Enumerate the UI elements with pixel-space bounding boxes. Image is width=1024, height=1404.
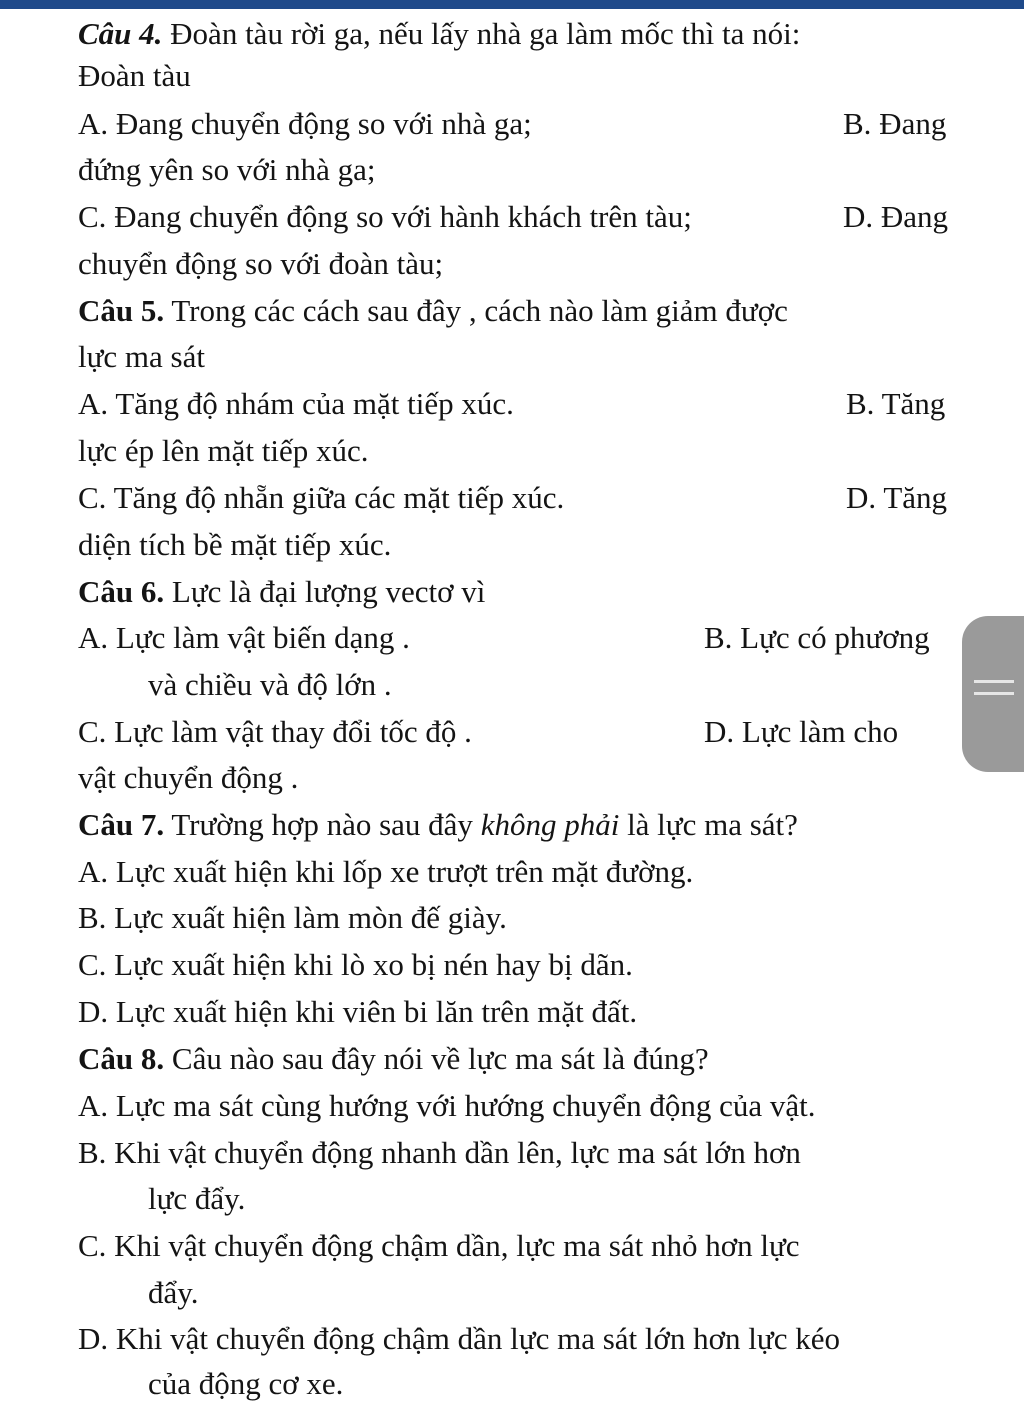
- question-8-option-c: C. Khi vật chuyển động chậm dần, lực ma sát nhỏ hơn lực: [78, 1228, 800, 1263]
- question-text-end: là lực ma sát?: [619, 807, 798, 842]
- question-4-option-d-cont: chuyển động so với đoàn tàu;: [78, 246, 444, 281]
- question-text: Trong các cách sau đây , cách nào làm giảm được: [164, 293, 788, 328]
- question-5-option-d-cont: diện tích bề mặt tiếp xúc.: [78, 527, 392, 562]
- question-8-option-d-cont: của động cơ xe.: [148, 1366, 344, 1401]
- question-4-option-a: A. Đang chuyển động so với nhà ga;: [78, 106, 532, 141]
- question-text: Lực là đại lượng vectơ vì: [164, 574, 486, 609]
- question-number: Câu 7.: [78, 807, 165, 842]
- question-8-option-a: A. Lực ma sát cùng hướng với hướng chuyển động của vật.: [78, 1088, 816, 1123]
- question-6-stem: [78, 572, 1024, 612]
- question-text: Đoàn tàu rời ga, nếu lấy nhà ga làm mốc thì ta nói:: [162, 16, 801, 51]
- question-8-option-b: B. Khi vật chuyển động nhanh dần lên, lực ma sát lớn hơn: [78, 1135, 801, 1170]
- grip-line-icon: [974, 692, 1014, 695]
- question-6-option-b-cont: và chiều và độ lớn .: [148, 667, 392, 702]
- question-text: Câu nào sau đây nói về lực ma sát là đúng?: [164, 1041, 709, 1076]
- question-4-option-b-cont: đứng yên so với nhà ga;: [78, 152, 376, 187]
- question-7-option-b: B. Lực xuất hiện làm mòn đế giày.: [78, 900, 507, 935]
- question-text: Trường hợp nào sau đây: [164, 807, 481, 842]
- question-5-stem-cont: lực ma sát: [78, 339, 205, 374]
- question-5-option-c: C. Tăng độ nhẵn giữa các mặt tiếp xúc.: [78, 480, 565, 515]
- scroll-handle[interactable]: [962, 616, 1024, 772]
- question-5-option-b-cont: lực ép lên mặt tiếp xúc.: [78, 433, 369, 468]
- question-7-option-a: A. Lực xuất hiện khi lốp xe trượt trên mặt đường.: [78, 854, 694, 889]
- question-4-option-b: B. Đang: [843, 106, 947, 141]
- question-5-option-a: A. Tăng độ nhám của mặt tiếp xúc.: [78, 386, 514, 421]
- question-8-option-d: D. Khi vật chuyển động chậm dần lực ma sát lớn hơn lực kéo: [78, 1321, 840, 1356]
- question-7-stem: [78, 805, 1024, 845]
- question-emphasis: không phải: [480, 807, 620, 842]
- question-6-option-c: C. Lực làm vật thay đổi tốc độ .: [78, 714, 472, 749]
- question-6-option-d-cont: vật chuyển động .: [78, 760, 299, 795]
- question-5-option-d: D. Tăng: [846, 480, 948, 515]
- question-number: Câu 8.: [78, 1041, 165, 1076]
- question-number: Câu 6.: [78, 574, 165, 609]
- question-6-option-b: B. Lực có phương: [704, 620, 930, 655]
- question-6-option-d: D. Lực làm cho: [704, 714, 899, 749]
- question-5-option-b: B. Tăng: [846, 386, 946, 421]
- question-5-stem: [78, 291, 1024, 331]
- question-4-stem-cont: Đoàn tàu: [78, 58, 191, 93]
- grip-line-icon: [974, 680, 1014, 683]
- question-8-option-c-cont: đẩy.: [148, 1275, 199, 1310]
- question-7-option-d: D. Lực xuất hiện khi viên bi lăn trên mặt đất.: [78, 994, 638, 1029]
- question-4-stem: [78, 14, 1024, 54]
- question-8-option-b-cont: lực đẩy.: [148, 1181, 246, 1216]
- question-6-option-a: A. Lực làm vật biến dạng .: [78, 620, 410, 655]
- question-7-option-c: C. Lực xuất hiện khi lò xo bị nén hay bị dãn.: [78, 947, 633, 982]
- question-8-stem: [78, 1039, 1024, 1079]
- question-number: Câu 4.: [78, 16, 163, 51]
- question-number: Câu 5.: [78, 293, 165, 328]
- question-4-option-c: C. Đang chuyển động so với hành khách trên tàu;: [78, 199, 692, 234]
- question-4-option-d: D. Đang: [843, 199, 949, 234]
